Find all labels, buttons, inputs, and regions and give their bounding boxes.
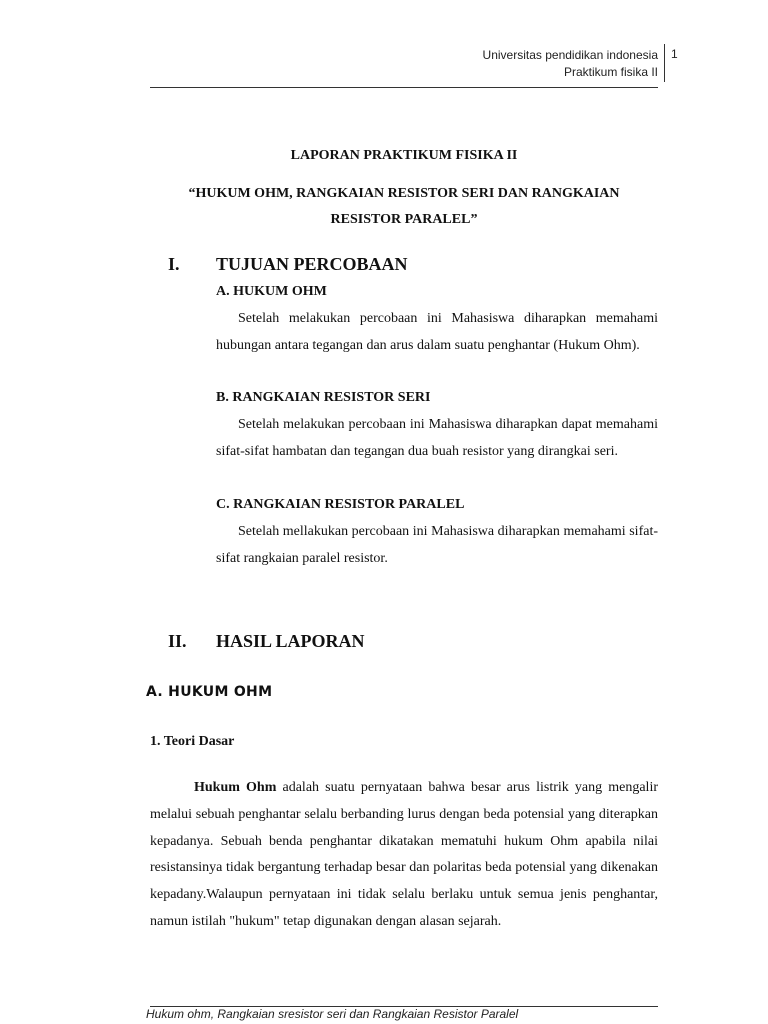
section2-heading: HASIL LAPORAN [216,631,365,651]
section1-c-text [216,519,658,572]
section1-c-text-content: Setelah mellakukan percobaan ini Mahasiswa diharapkan memahami sifat-sifat rangkaian paralel resistor. [216,524,658,566]
teori-dasar-heading: 1. Teori Dasar [150,734,235,749]
section2-numeral: II. [168,631,187,651]
section2-sub-heading: A. HUKUM OHM [146,684,273,700]
header-course: Praktikum fisika II [563,65,658,79]
section1-a-heading: A. HUKUM OHM [216,284,327,299]
header-university: Universitas pendidikan indonesia [482,48,658,62]
section1-c-heading: C. RANGKAIAN RESISTOR PARALEL [216,497,465,512]
report-subtitle-line1: “HUKUM OHM, RANGKAIAN RESISTOR SERI DAN RANGKAIAN [188,186,620,201]
hukum-ohm-term: Hukum Ohm [194,780,277,795]
section1-b-heading: B. RANGKAIAN RESISTOR SERI [216,390,431,405]
hukum-ohm-paragraph [150,775,658,936]
section1-b-text [216,412,658,465]
page-number: 1 [671,47,678,61]
header-rule [150,87,658,88]
section1-a-text-content: Setelah melakukan percobaan ini Mahasiswa diharapkan memahami hubungan antara tegangan dan arus dalam suatu penghantar (Hukum Ohm). [216,311,658,353]
report-subtitle-line2: RESISTOR PARALEL” [330,212,478,227]
report-title: LAPORAN PRAKTIKUM FISIKA II [290,148,518,163]
section1-numeral: I. [168,254,180,274]
header-text [483,47,658,81]
section1-heading: TUJUAN PERCOBAAN [216,254,408,274]
page-footer: Hukum ohm, Rangkaian sresistor seri dan Rangkaian Resistor Paralel [146,1007,519,1021]
section1-b-text-content: Setelah melakukan percobaan ini Mahasiswa diharapkan dapat memahami sifat-sifat hambatan dan tegangan dua buah resistor yang dirangkai seri. [216,417,658,459]
header-divider [664,44,665,82]
section1-a-text [216,306,658,359]
hukum-ohm-definition: adalah suatu pernyataan bahwa besar arus listrik yang mengalir melalui sebuah penghantar selalu berbanding lurus dengan beda potensial yang diterapkan kepadanya. Sebuah benda penghantar dikatakan mematuhi hukum Ohm apabila nilai resistansinya tidak bergantung terhadap besar dan polaritas beda potensial yang dikenakan kepadany.Walaupun pernyataan ini tidak selalu berlaku untuk semua jenis penghantar, namun istilah "hukum" tetap digunakan dengan alasan sejarah. [150,780,658,929]
